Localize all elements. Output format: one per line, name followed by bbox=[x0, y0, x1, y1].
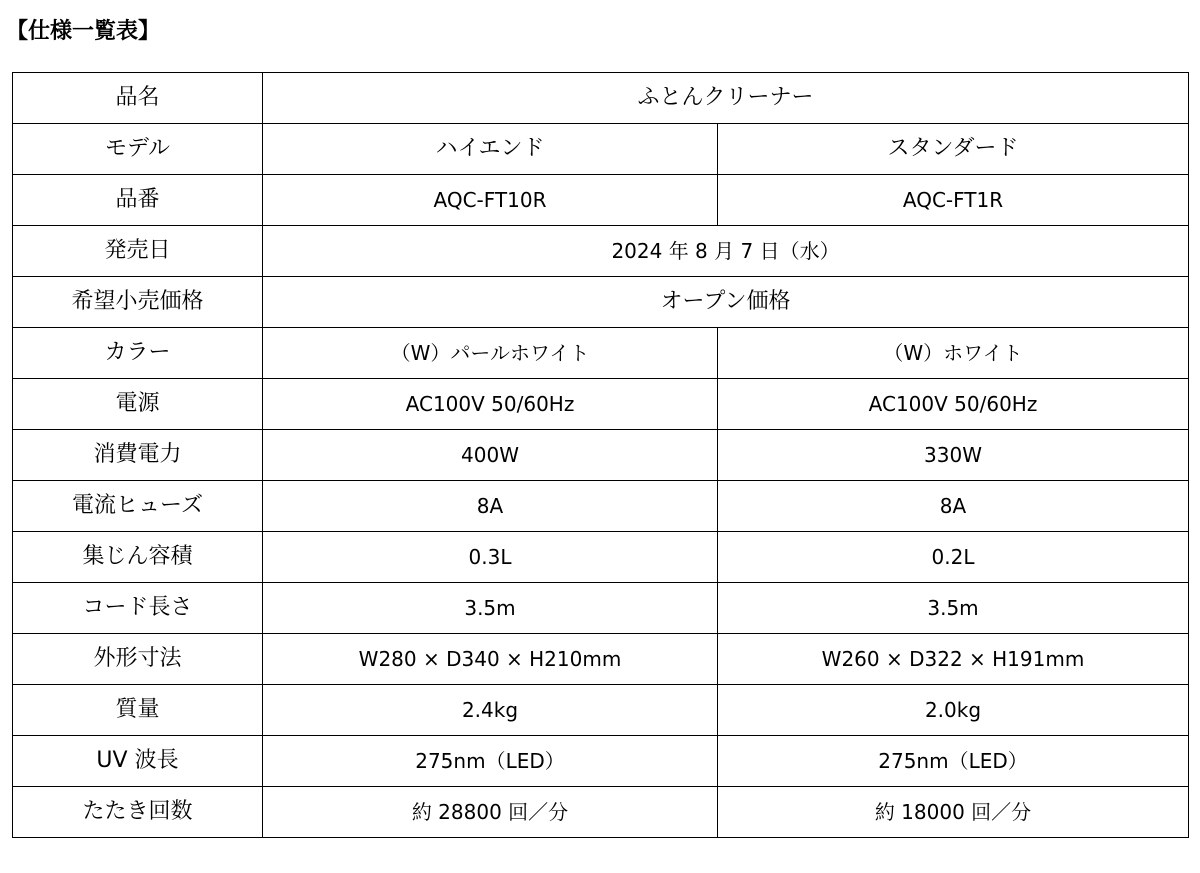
row-label: 発売日 bbox=[13, 226, 263, 277]
table-row-part-number bbox=[13, 175, 1189, 226]
table-row-weight bbox=[13, 685, 1189, 736]
fuse-high-end: 8A bbox=[263, 481, 718, 532]
model-high-end: ハイエンド bbox=[263, 124, 718, 175]
row-label: 希望小売価格 bbox=[13, 277, 263, 328]
weight-high-end: 2.4kg bbox=[263, 685, 718, 736]
power-source-high-end: AC100V 50/60Hz bbox=[263, 379, 718, 430]
power-consumption-standard: 330W bbox=[718, 430, 1189, 481]
row-label: 電流ヒューズ bbox=[13, 481, 263, 532]
weight-standard: 2.0kg bbox=[718, 685, 1189, 736]
dimensions-high-end: W280 × D340 × H210mm bbox=[263, 634, 718, 685]
dust-capacity-standard: 0.2L bbox=[718, 532, 1189, 583]
part-number-high-end: AQC-FT10R bbox=[263, 175, 718, 226]
model-standard: スタンダード bbox=[718, 124, 1189, 175]
dimensions-standard: W260 × D322 × H191mm bbox=[718, 634, 1189, 685]
table-row-release-date bbox=[13, 226, 1189, 277]
row-label: 品名 bbox=[13, 73, 263, 124]
table-row-fuse bbox=[13, 481, 1189, 532]
table-row-uv-wavelength bbox=[13, 736, 1189, 787]
color-high-end: （W）パールホワイト bbox=[263, 328, 718, 379]
row-label: コード長さ bbox=[13, 583, 263, 634]
table-row-tapping-rate bbox=[13, 787, 1189, 838]
spec-table bbox=[12, 72, 1189, 838]
row-label: UV 波長 bbox=[13, 736, 263, 787]
color-standard: （W）ホワイト bbox=[718, 328, 1189, 379]
page-title: 【仕様一覧表】 bbox=[6, 19, 161, 44]
row-label: 品番 bbox=[13, 175, 263, 226]
row-label: 質量 bbox=[13, 685, 263, 736]
power-consumption-high-end: 400W bbox=[263, 430, 718, 481]
table-row-cord-length bbox=[13, 583, 1189, 634]
table-row-power-consumption bbox=[13, 430, 1189, 481]
cord-length-high-end: 3.5m bbox=[263, 583, 718, 634]
tapping-rate-standard: 約 18000 回／分 bbox=[718, 787, 1189, 838]
product-name-value: ふとんクリーナー bbox=[263, 73, 1189, 124]
price-value: オープン価格 bbox=[263, 277, 1189, 328]
dust-capacity-high-end: 0.3L bbox=[263, 532, 718, 583]
release-date-value: 2024 年 8 月 7 日（水） bbox=[263, 226, 1189, 277]
table-row-color bbox=[13, 328, 1189, 379]
row-label: 電源 bbox=[13, 379, 263, 430]
power-source-standard: AC100V 50/60Hz bbox=[718, 379, 1189, 430]
uv-wavelength-standard: 275nm（LED） bbox=[718, 736, 1189, 787]
table-row-model bbox=[13, 124, 1189, 175]
table-row-product-name bbox=[13, 73, 1189, 124]
table-row-dimensions bbox=[13, 634, 1189, 685]
table-row-dust-capacity bbox=[13, 532, 1189, 583]
table-row-power-source bbox=[13, 379, 1189, 430]
fuse-standard: 8A bbox=[718, 481, 1189, 532]
tapping-rate-high-end: 約 28800 回／分 bbox=[263, 787, 718, 838]
row-label: モデル bbox=[13, 124, 263, 175]
cord-length-standard: 3.5m bbox=[718, 583, 1189, 634]
part-number-standard: AQC-FT1R bbox=[718, 175, 1189, 226]
row-label: 集じん容積 bbox=[13, 532, 263, 583]
table-row-price bbox=[13, 277, 1189, 328]
row-label: カラー bbox=[13, 328, 263, 379]
uv-wavelength-high-end: 275nm（LED） bbox=[263, 736, 718, 787]
row-label: たたき回数 bbox=[13, 787, 263, 838]
row-label: 消費電力 bbox=[13, 430, 263, 481]
row-label: 外形寸法 bbox=[13, 634, 263, 685]
